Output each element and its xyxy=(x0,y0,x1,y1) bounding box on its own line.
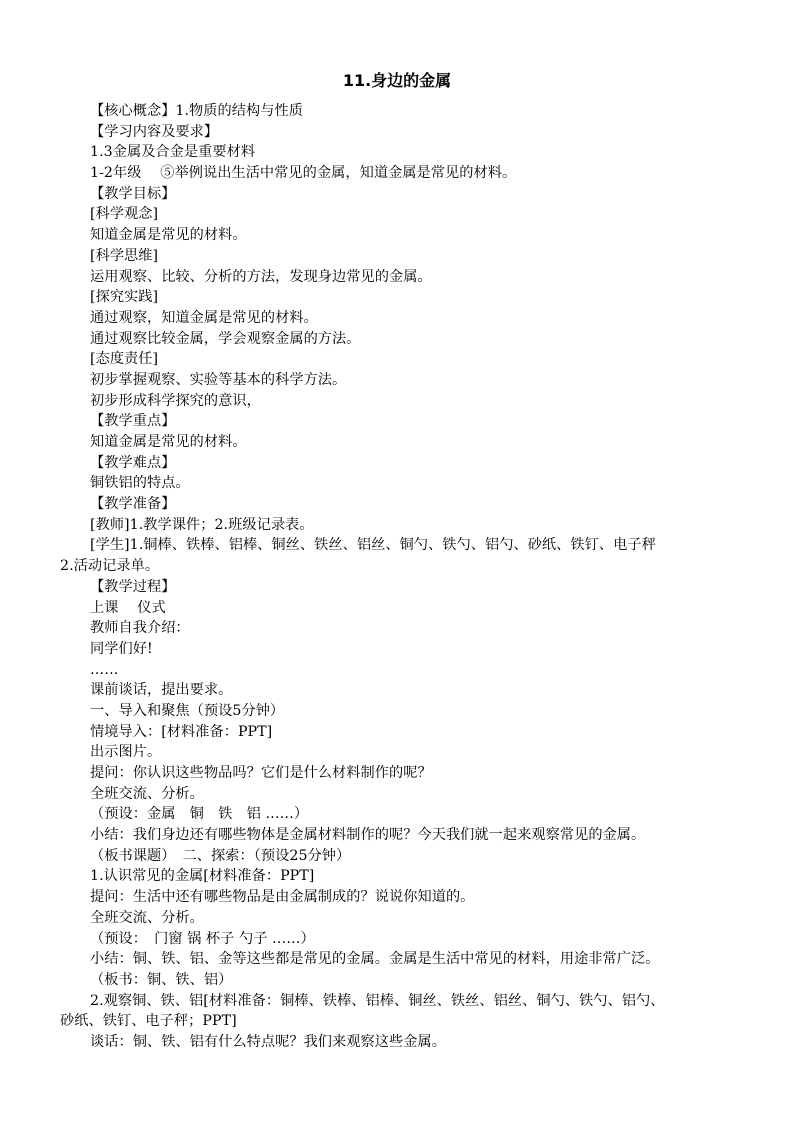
paragraph-line: 【教学难点】 xyxy=(90,454,176,471)
document-body xyxy=(60,101,736,1053)
paragraph-line: 情境导入：[材料准备：PPT] xyxy=(90,723,273,740)
paragraph-line: （预设：金属 铜 铁 铝 ……） xyxy=(90,806,309,823)
paragraph-line: 【核心概念】1.物质的结构与性质 xyxy=(90,103,303,119)
paragraph-line: （板书：铜、铁、铝） xyxy=(90,971,233,988)
paragraph-line: 知道金属是常见的材料。 xyxy=(90,227,247,244)
paragraph-line: [科学观念] xyxy=(90,206,159,223)
paragraph-line: 小结：铜、铁、铝、金等这些都是常见的金属。金属是生活中常见的材料，用途非常广泛。 xyxy=(90,951,660,968)
paragraph-line: 2.活动记录单。 xyxy=(60,558,160,575)
paragraph-line: [教师]1.教学课件；2.班级记录表。 xyxy=(90,516,314,533)
paragraph-line: 【教学过程】 xyxy=(90,578,176,595)
paragraph-line: 全班交流、分析。 xyxy=(90,785,204,802)
paragraph-line: 提问：你认识这些物品吗？它们是什么材料制作的呢？ xyxy=(90,765,432,781)
paragraph-line: 运用观察、比较、分析的方法，发现身边常见的金属。 xyxy=(90,268,432,285)
paragraph-line: [学生]1.铜棒、铁棒、铝棒、铜丝、铁丝、铝丝、铜勺、铁勺、铝勺、砂纸、铁钉、电子秤 xyxy=(90,537,656,554)
paragraph-line: 【学习内容及要求】 xyxy=(90,123,219,140)
paragraph-line: 教师自我介绍： xyxy=(90,620,190,637)
paragraph-line: 通过观察比较金属，学会观察金属的方法。 xyxy=(90,330,361,347)
paragraph-line: （预设： 门窗 锅 杯子 勺子 ……） xyxy=(90,930,315,947)
document-title: 11.身边的金属 xyxy=(342,71,452,90)
paragraph-line: 初步形成科学探究的意识， xyxy=(90,392,261,409)
paragraph-line: 2.观察铜、铁、铝[材料准备：铜棒、铁棒、铝棒、铜丝、铁丝、铝丝、铜勺、铁勺、铝勺、 xyxy=(90,992,665,1009)
paragraph-line: 同学们好! xyxy=(90,640,153,657)
paragraph-line: 全班交流、分析。 xyxy=(90,909,204,926)
paragraph-line: 1-2年级 ⑤举例说出生活中常见的金属，知道金属是常见的材料。 xyxy=(90,165,517,182)
paragraph-line: 【教学重点】 xyxy=(90,413,176,430)
paragraph-line: [科学思维] xyxy=(90,247,159,264)
paragraph-line: 小结：我们身边还有哪些物体是金属材料制作的呢？今天我们就一起来观察常见的金属。 xyxy=(90,827,646,844)
paragraph-line: 课前谈话，提出要求。 xyxy=(90,682,233,699)
paragraph-line: 一、导入和聚焦（预设5分钟） xyxy=(90,702,285,719)
paragraph-line: …… xyxy=(90,661,119,678)
paragraph-line: 铜铁铝的特点。 xyxy=(90,475,190,492)
paragraph-line: 【教学目标】 xyxy=(90,185,176,202)
paragraph-line: 1.3金属及合金是重要材料 xyxy=(90,144,256,161)
paragraph-line: （板书课题） 二、探索：（预设25分钟） xyxy=(90,847,351,864)
paragraph-line: 砂纸、铁钉、电子秤；PPT] xyxy=(60,1013,237,1030)
paragraph-line: 1.认识常见的金属[材料准备：PPT] xyxy=(90,868,315,885)
paragraph-line: 【教学准备】 xyxy=(90,496,176,513)
paragraph-line: 初步掌握观察、实验等基本的科学方法。 xyxy=(90,371,347,388)
paragraph-line: 知道金属是常见的材料。 xyxy=(90,434,247,450)
paragraph-line: [探究实践] xyxy=(90,289,159,306)
paragraph-line: 提问：生活中还有哪些物品是由金属制成的？说说你知道的。 xyxy=(90,889,475,906)
paragraph-line: 上课 仪式 xyxy=(90,599,166,616)
paragraph-line: 通过观察，知道金属是常见的材料。 xyxy=(90,309,318,326)
paragraph-line: [态度责任] xyxy=(90,351,159,368)
paragraph-line: 谈话：铜、铁、铝有什么特点呢？我们来观察这些金属。 xyxy=(90,1033,446,1050)
paragraph-line: 出示图片。 xyxy=(90,744,162,761)
